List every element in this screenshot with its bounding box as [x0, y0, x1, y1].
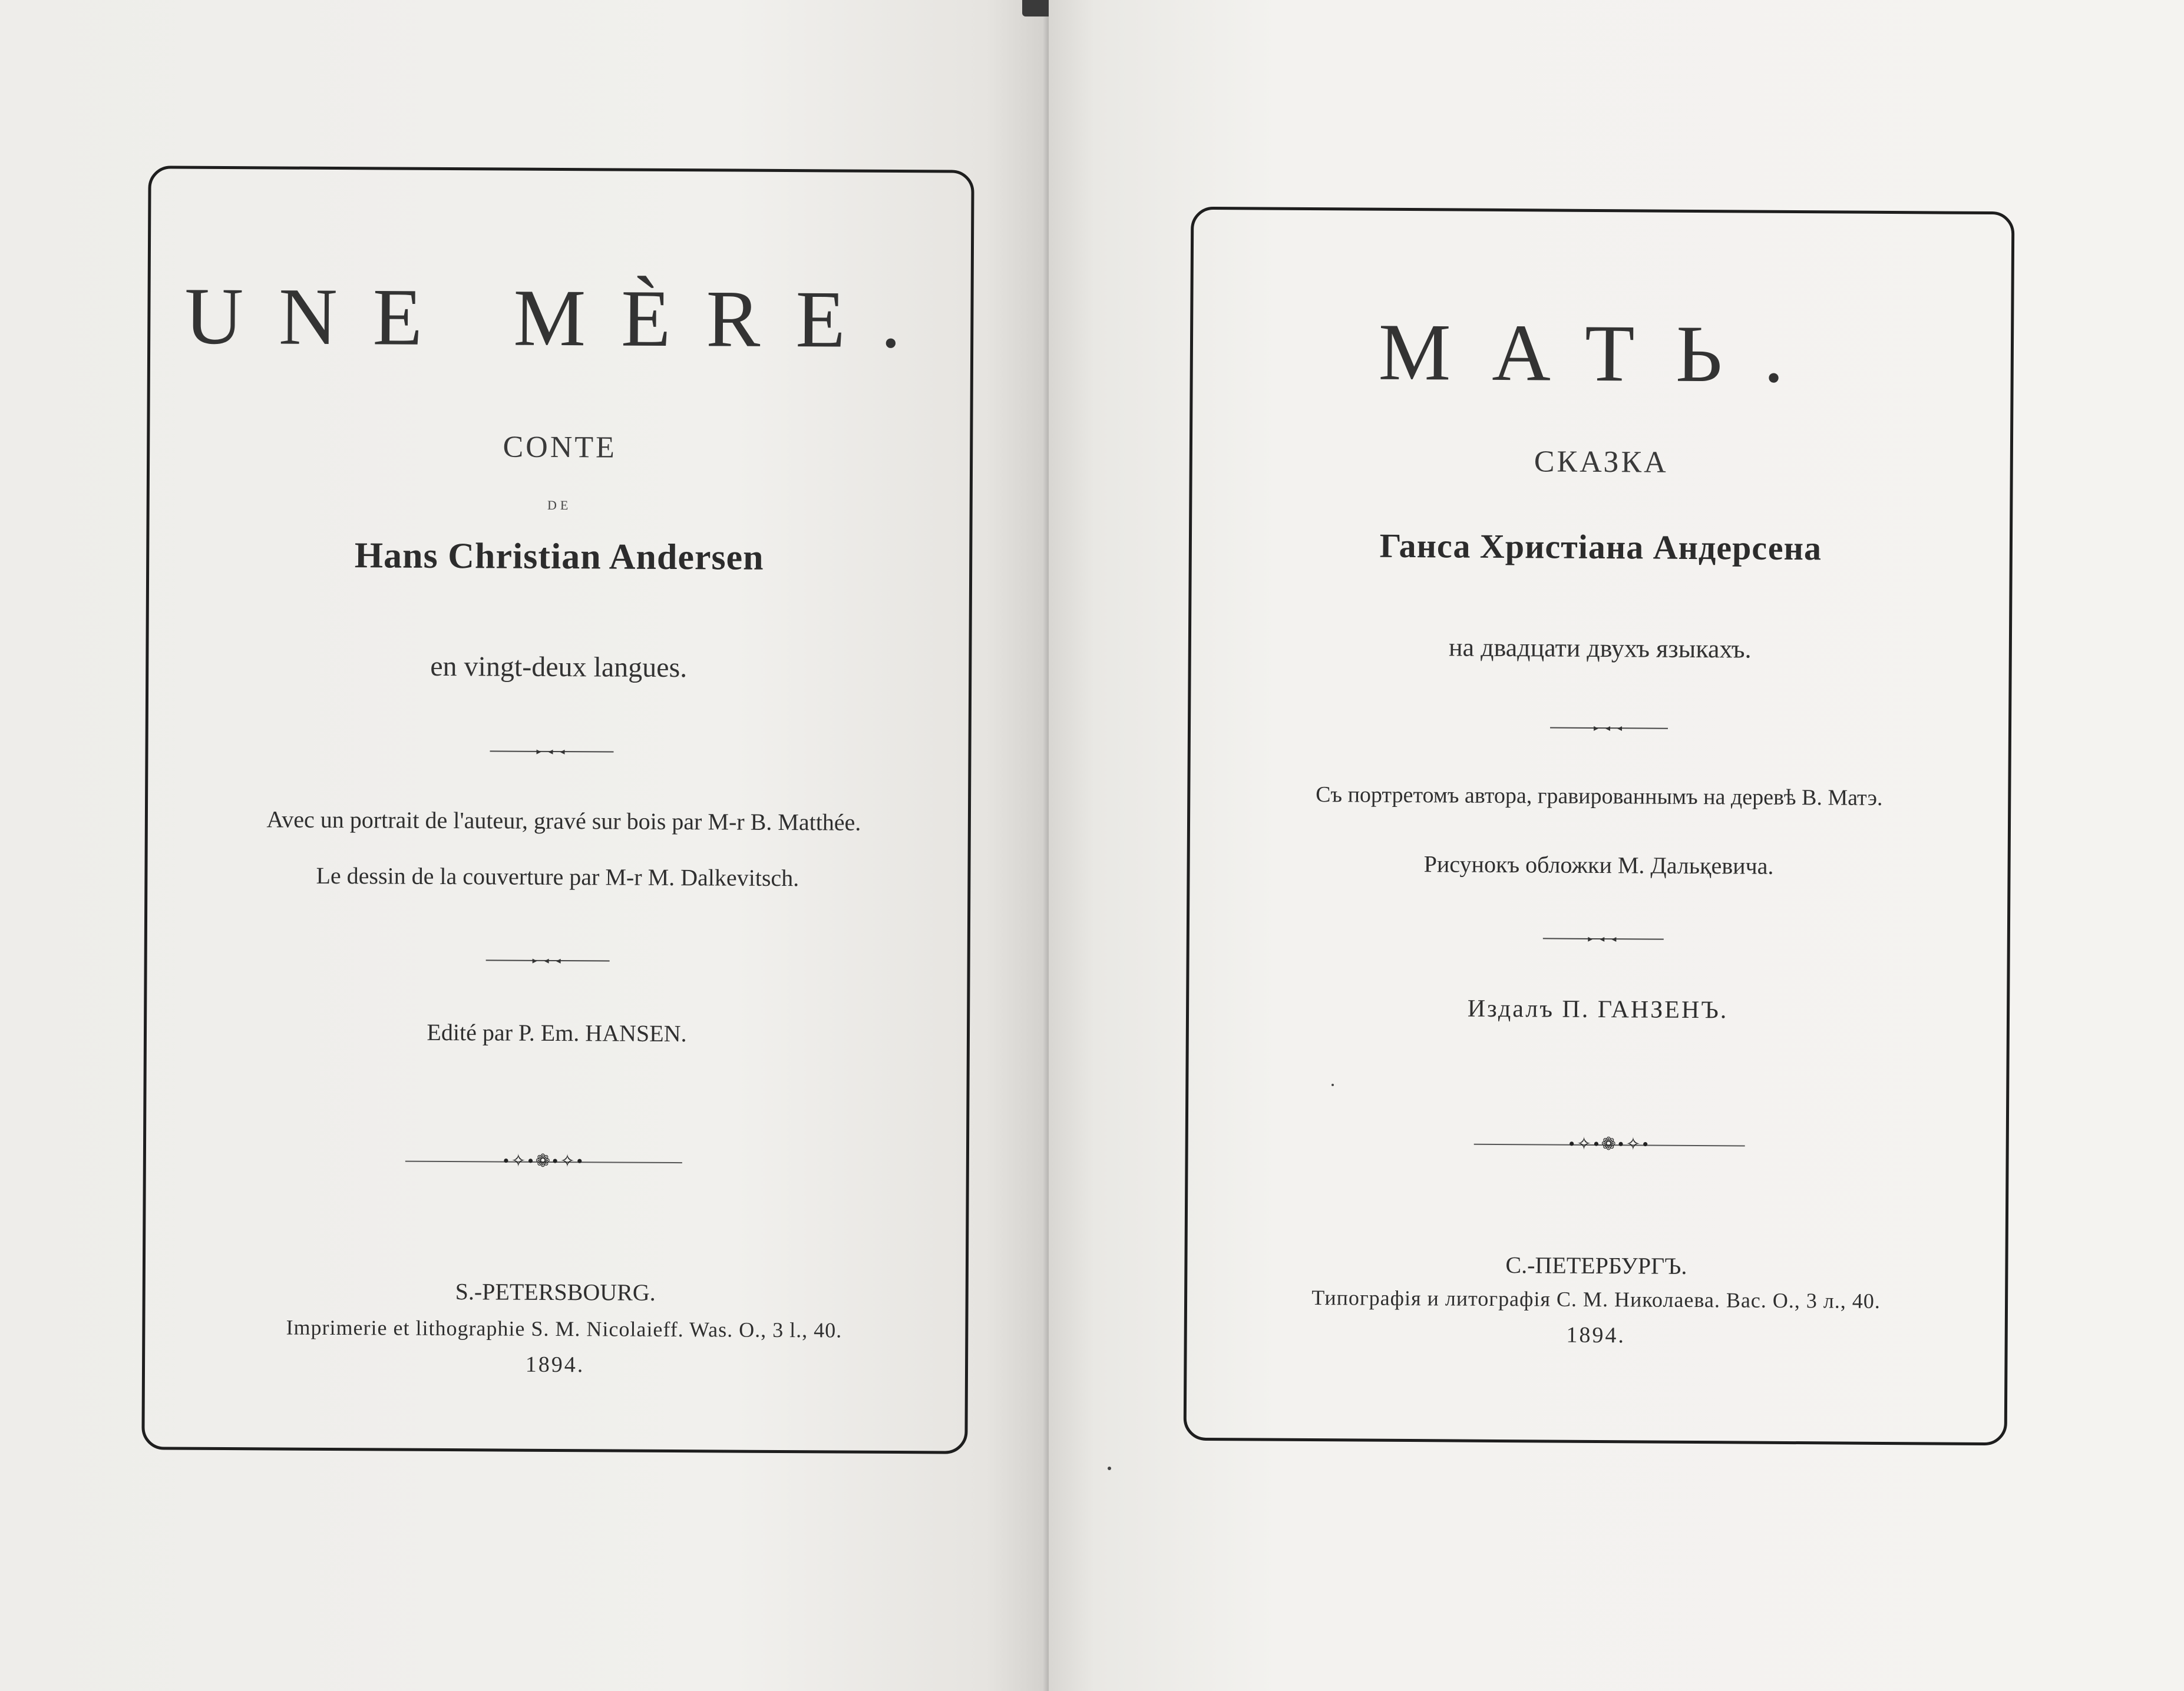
right-title-frame [1184, 207, 2015, 1446]
left-title: UNE MÈRE. [184, 270, 937, 365]
right-city: С.-ПЕТЕРБУРГЪ. [1505, 1252, 1687, 1279]
left-divider-1 [490, 746, 614, 757]
left-printer: Imprimerie et lithographie S. M. Nicolaieff. Was. O., 3 l., 40. [286, 1315, 842, 1342]
right-divider-2-dots: ▸ ◂ ◂ [1588, 934, 1619, 945]
left-portrait-line: Avec un portrait de l'auteur, gravé sur bois par M-r B. Matthée. [266, 806, 861, 836]
right-editor-line: Издалъ П. ГАНЗЕНЪ. [1467, 995, 1729, 1024]
left-city: S.-PETERSBOURG. [455, 1278, 656, 1306]
right-title: МАТЬ. [1378, 306, 1826, 400]
left-subtitle: CONTE [503, 430, 617, 465]
right-divider-2 [1543, 934, 1664, 945]
right-divider-1-dots: ▸ ◂ ◂ [1593, 723, 1625, 734]
right-divider-1 [1550, 723, 1668, 734]
left-divider-2 [486, 955, 610, 967]
left-languages: en vingt-deux langues. [430, 650, 688, 684]
right-ornament-glyphs: •✧•❁•✧• [1568, 1134, 1651, 1154]
paper-speck [1331, 1084, 1334, 1086]
left-divider-2-dots: ▸ ◂ ◂ [532, 955, 563, 967]
left-cover-line: Le dessin de la couverture par M-r M. Dalkevitsch. [316, 862, 799, 892]
right-printer: Типографія и литографія С. М. Николаева. Вас. О., 3 л., 40. [1311, 1286, 1881, 1313]
paper-speck [1108, 1467, 1111, 1470]
right-portrait-line: Съ портретомъ автора, гравированнымъ на деревѣ В. Матэ. [1316, 782, 1883, 810]
right-year: 1894. [1566, 1322, 1626, 1348]
right-languages: на двадцати двухъ языкахъ. [1448, 633, 1752, 664]
left-de: DE [547, 497, 572, 513]
left-ornament [405, 1151, 682, 1172]
right-page [1049, 0, 2184, 1691]
left-author: Hans Christian Andersen [354, 535, 764, 578]
right-cover-line: Рисунокъ обложки М. Дальқевича. [1423, 851, 1774, 879]
left-page [0, 0, 1049, 1691]
right-ornament [1474, 1134, 1745, 1154]
left-divider-1-dots: ▸ ◂ ◂ [536, 746, 567, 757]
left-editor-line: Edité par P. Em. HANSEN. [427, 1018, 687, 1047]
left-ornament-glyphs: •✧•❁•✧• [503, 1151, 585, 1172]
right-subtitle: СКАЗКА [1534, 445, 1668, 479]
left-title-frame [141, 166, 974, 1454]
right-author: Ганса Христіана Андерсена [1379, 526, 1822, 568]
left-year: 1894. [525, 1352, 585, 1378]
